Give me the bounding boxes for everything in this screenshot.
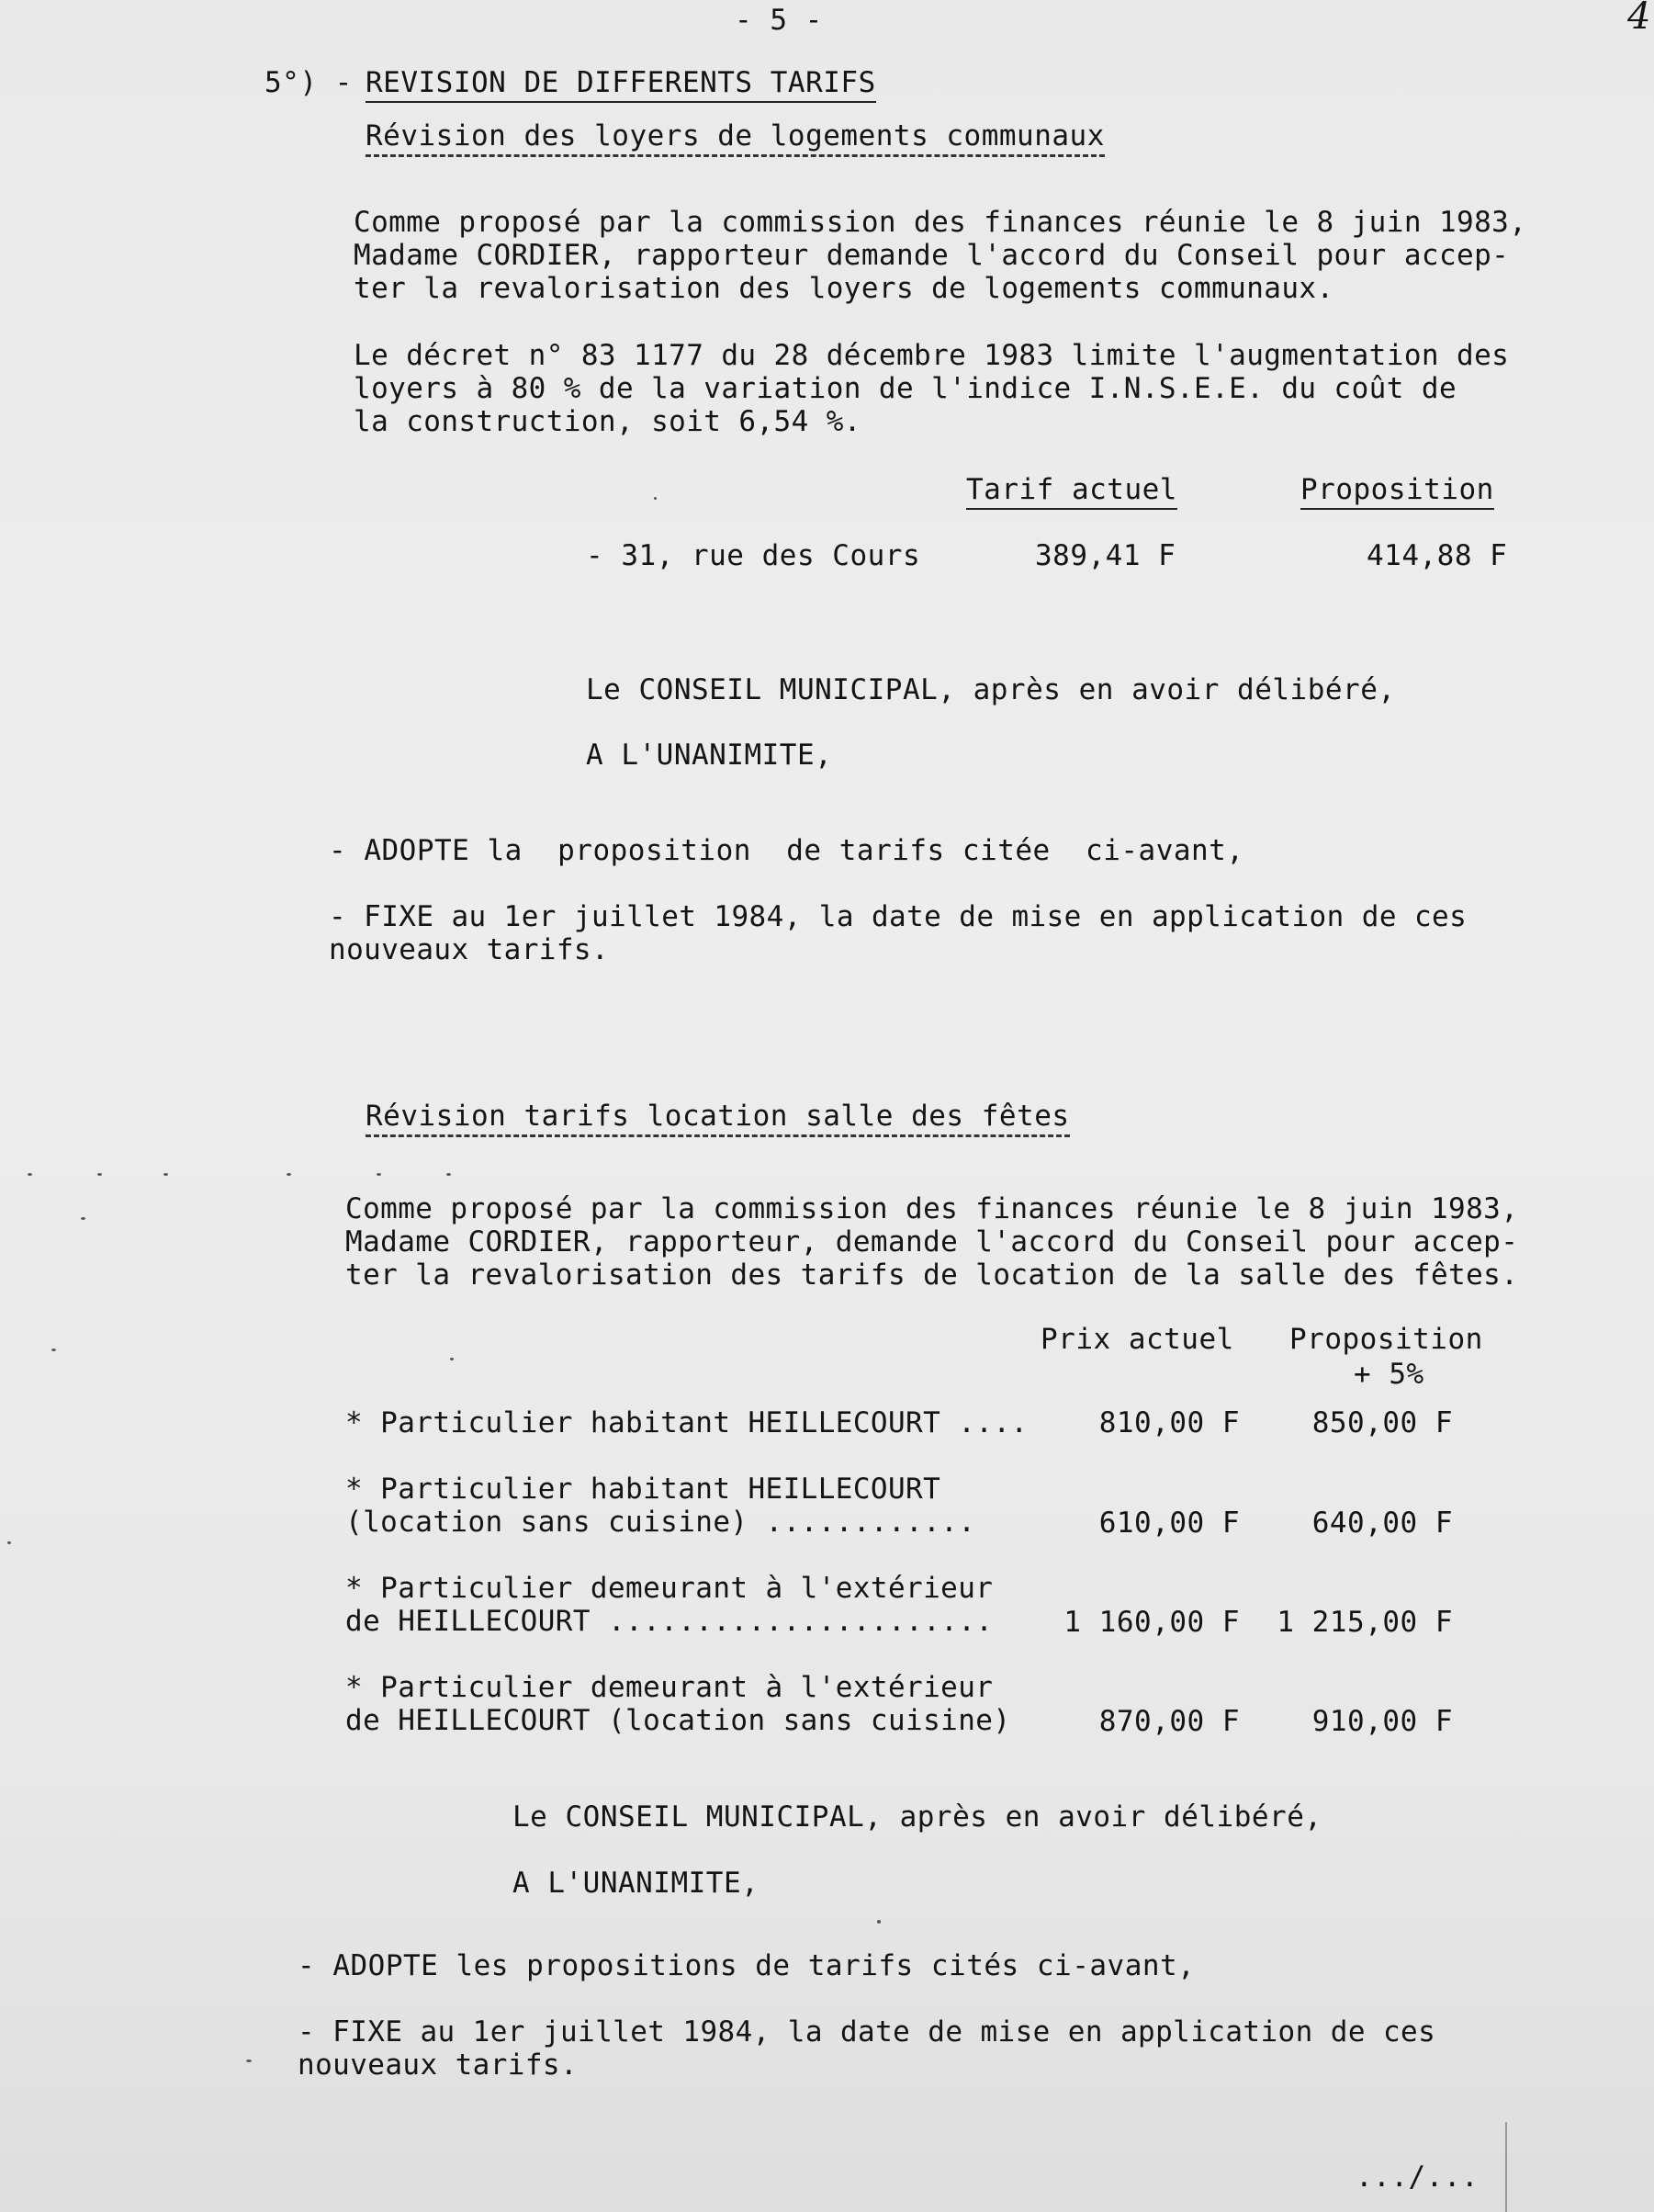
hall-row-current: 610,00 F (1098, 1507, 1240, 1540)
rent-decision-adopt: - ADOPTE la proposition de tarifs citée ci-avant, (329, 834, 1244, 867)
rent-paragraph-2: Le décret n° 83 1177 du 28 décembre 1983 limite l'augmentation des loyers à 80 % de la variation de l'indice I.N.S.E.E. du coût de la construction, soit 6,54 %. (354, 339, 1510, 438)
scan-speck (287, 1173, 291, 1176)
scan-speck (163, 1173, 168, 1176)
hall-unanimity: A L'UNANIMITE, (512, 1867, 759, 1900)
hall-col-proposal-sub: + 5% (1354, 1358, 1424, 1391)
scan-speck (654, 497, 657, 500)
rent-unanimity: A L'UNANIMITE, (586, 739, 833, 772)
hall-row-label: * Particulier demeurant à l'extérieur de HEILLECOURT ...................... (345, 1572, 994, 1638)
rent-col-current: Tarif actuel (966, 473, 1177, 510)
rent-council-text: Le CONSEIL MUNICIPAL, après en avoir délibéré, (586, 673, 1396, 706)
hall-col-proposal: Proposition (1289, 1323, 1483, 1356)
hall-row-current: 810,00 F (1098, 1406, 1240, 1439)
hall-council-text: Le CONSEIL MUNICIPAL, après en avoir délibéré, (512, 1800, 1322, 1834)
scan-speck (28, 1173, 32, 1176)
hall-heading: Révision tarifs location salle des fêtes (366, 1100, 1070, 1137)
page-edge-line (1505, 2122, 1507, 2212)
hall-row-proposal: 850,00 F (1311, 1406, 1453, 1439)
scan-speck (97, 1173, 102, 1176)
hall-paragraph-1: Comme proposé par la commission des finances réunie le 8 juin 1983, Madame CORDIER, rapporteur, demande l'accord du Conseil pour accep- ter la revalorisation des tarifs de location de la salle des fêtes. (345, 1192, 1519, 1292)
corner-mark: 4 (1627, 0, 1651, 38)
section-title: REVISION DE DIFFERENTS TARIFS (366, 66, 876, 103)
scan-speck (51, 1349, 56, 1351)
hall-col-current: Prix actuel (1041, 1323, 1234, 1356)
rent-row-label: - 31, rue des Cours (586, 539, 921, 572)
rent-heading: Révision des loyers de logements communaux (366, 119, 1105, 157)
scan-speck (877, 1920, 881, 1924)
rent-col-proposal: Proposition (1300, 473, 1494, 510)
scan-speck (246, 2060, 252, 2062)
continuation-mark: .../... (1356, 2161, 1480, 2194)
hall-row-proposal: 640,00 F (1311, 1507, 1453, 1540)
scan-speck (446, 1173, 451, 1176)
rent-paragraph-1: Comme proposé par la commission des finances réunie le 8 juin 1983, Madame CORDIER, rapporteur demande l'accord du Conseil pour accep- ter la revalorisation des loyers de logements communaux. (354, 206, 1527, 305)
hall-row-current: 1 160,00 F (1063, 1606, 1240, 1639)
hall-row-label: * Particulier demeurant à l'extérieur de HEILLECOURT (location sans cuisine) (345, 1671, 1011, 1737)
hall-row-label: * Particulier habitant HEILLECOURT (location sans cuisine) ............ (345, 1473, 976, 1539)
scan-speck (7, 1541, 11, 1544)
scan-speck (81, 1217, 85, 1220)
rent-row-current: 389,41 F (1035, 539, 1176, 572)
hall-row-proposal: 910,00 F (1311, 1705, 1453, 1738)
hall-row-current: 870,00 F (1098, 1705, 1240, 1738)
hall-decision-adopt: - ADOPTE les propositions de tarifs cités ci-avant, (298, 1949, 1196, 1982)
section-number: 5°) - (264, 66, 353, 99)
rent-decision-fix: - FIXE au 1er juillet 1984, la date de mise en application de ces nouveaux tarifs. (329, 900, 1468, 966)
hall-row-label: * Particulier habitant HEILLECOURT .... (345, 1406, 1029, 1439)
hall-row-proposal: 1 215,00 F (1277, 1606, 1453, 1639)
scan-speck (450, 1358, 454, 1360)
hall-decision-fix: - FIXE au 1er juillet 1984, la date de mise en application de ces nouveaux tarifs. (298, 2015, 1436, 2082)
scan-speck (377, 1173, 381, 1176)
rent-row-proposal: 414,88 F (1367, 539, 1508, 572)
page-number: - 5 - (735, 4, 823, 37)
